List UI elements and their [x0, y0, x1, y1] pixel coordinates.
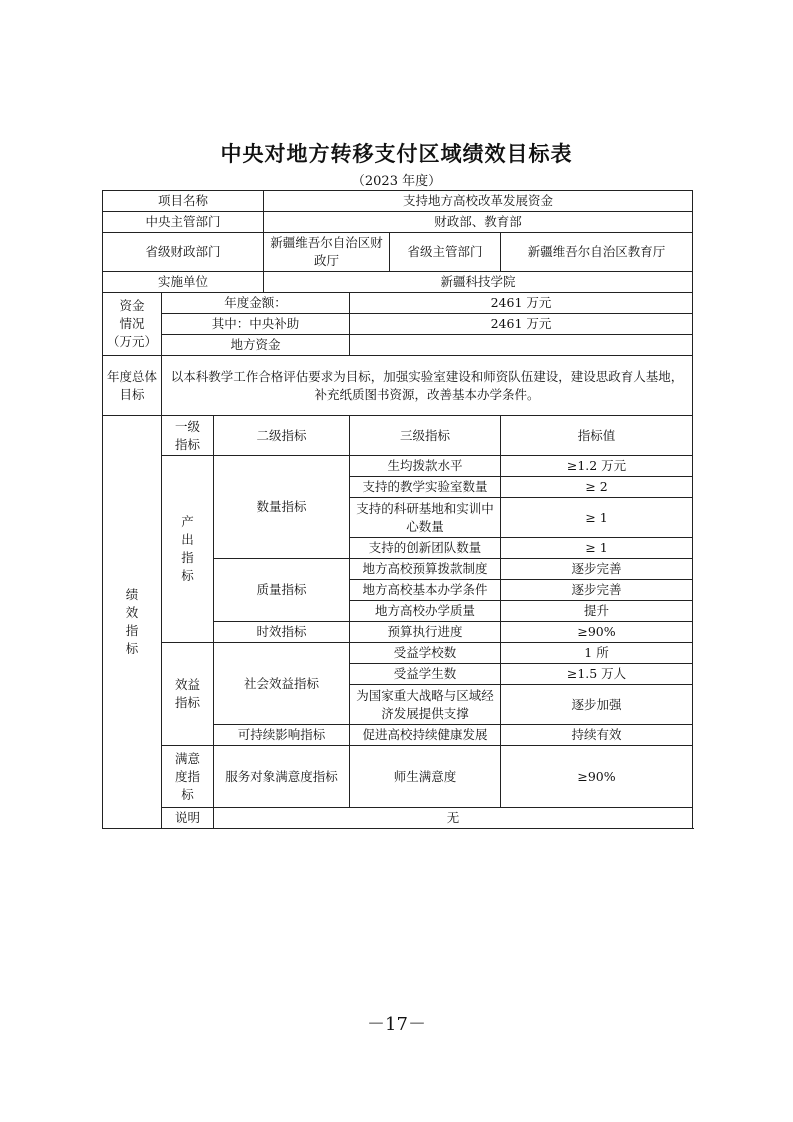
- performance-indicators-label: 绩效指标: [103, 416, 162, 829]
- indicator-value: ≥90%: [501, 746, 693, 808]
- note-label: 说明: [162, 808, 214, 829]
- header-level2: 二级指标: [214, 416, 350, 456]
- prov-dept-label: 省级主管部门: [390, 233, 501, 272]
- indicator-value: ≥1.5 万人: [501, 664, 693, 685]
- indicator-name: 地方高校基本办学条件: [350, 580, 501, 601]
- row-local-funds: [103, 335, 693, 356]
- indicator-name: 生均拨款水平: [350, 456, 501, 477]
- indicator-name: 受益学校数: [350, 643, 501, 664]
- table-row: [103, 746, 693, 808]
- indicator-name: 支持的教学实验室数量: [350, 477, 501, 498]
- quality-indicator-label: 质量指标: [214, 559, 350, 622]
- prov-dept-value: 新疆维吾尔自治区教育厅: [501, 233, 693, 272]
- output-indicator-label: 产出指标: [162, 456, 214, 643]
- annual-amount-label: 年度金额：: [162, 293, 350, 314]
- indicator-value: ≥1.2 万元: [501, 456, 693, 477]
- indicator-name: 地方高校预算拨款制度: [350, 559, 501, 580]
- row-central-dept: [103, 212, 693, 233]
- row-note: [103, 808, 693, 829]
- prov-fin-label: 省级财政部门: [103, 233, 264, 272]
- document-year: （2023 年度）: [351, 174, 442, 189]
- service-satisfaction-label: 服务对象满意度指标: [214, 746, 350, 808]
- table-row: [103, 643, 693, 664]
- social-benefit-label: 社会效益指标: [214, 643, 350, 725]
- indicator-value: 逐步加强: [501, 685, 693, 725]
- central-dept-label: 中央主管部门: [103, 212, 264, 233]
- project-value: 支持地方高校改革发展资金: [264, 191, 693, 212]
- page-number: －17－: [367, 1014, 426, 1035]
- indicator-name: 预算执行进度: [350, 622, 501, 643]
- central-subsidy-value: 2461 万元: [350, 314, 693, 335]
- indicator-value: 持续有效: [501, 725, 693, 746]
- funds-label-line1: 资金: [119, 298, 145, 313]
- local-funds-value: [350, 335, 693, 356]
- header-value: 指标值: [501, 416, 693, 456]
- indicator-value: 逐步完善: [501, 580, 693, 601]
- central-subsidy-label: 其中：中央补助: [162, 314, 350, 335]
- indicator-value: ≥ 1: [501, 498, 693, 538]
- impl-value: 新疆科技学院: [264, 272, 693, 293]
- indicator-name: 支持的创新团队数量: [350, 538, 501, 559]
- row-provincial: [103, 233, 693, 272]
- satisfaction-indicator-label: 满意度指标: [162, 746, 214, 808]
- indicator-value: 提升: [501, 601, 693, 622]
- funds-label-line2: 情况: [119, 316, 145, 331]
- indicator-value: ≥ 1: [501, 538, 693, 559]
- impl-label: 实施单位: [103, 272, 264, 293]
- quantity-indicator-label: 数量指标: [214, 456, 350, 559]
- header-level3: 三级指标: [350, 416, 501, 456]
- prov-fin-value: 新疆维吾尔自治区财政厅: [264, 233, 390, 272]
- indicator-value: 逐步完善: [501, 559, 693, 580]
- project-label: 项目名称: [103, 191, 264, 212]
- goal-text: 以本科教学工作合格评估要求为目标，加强实验室建设和师资队伍建设，建设思政育人基地，补充纸质图书资源，改善基本办学条件。: [162, 356, 693, 416]
- header-level1: 一级指标: [162, 416, 214, 456]
- document-title: 中央对地方转移支付区域绩效目标表: [220, 141, 573, 166]
- indicator-header-row: [103, 416, 693, 456]
- indicator-name: 师生满意度: [350, 746, 501, 808]
- sustainability-indicator-label: 可持续影响指标: [214, 725, 350, 746]
- indicator-name: 受益学生数: [350, 664, 501, 685]
- note-value: 无: [214, 808, 693, 829]
- row-annual-goal: [103, 356, 693, 416]
- indicator-name: 支持的科研基地和实训中心数量: [350, 498, 501, 538]
- row-annual-amount: [103, 293, 693, 314]
- indicator-value: 1 所: [501, 643, 693, 664]
- indicator-name: 为国家重大战略与区域经济发展提供支撑: [350, 685, 501, 725]
- table-row: [103, 456, 693, 477]
- row-project: [103, 191, 693, 212]
- row-implementer: [103, 272, 693, 293]
- indicator-name: 促进高校持续健康发展: [350, 725, 501, 746]
- annual-amount-value: 2461 万元: [350, 293, 693, 314]
- indicator-value: ≥90%: [501, 622, 693, 643]
- funds-label-line3: （万元）: [107, 334, 158, 349]
- funds-label: [103, 293, 162, 356]
- indicator-value: ≥ 2: [501, 477, 693, 498]
- local-funds-label: 地方资金: [162, 335, 350, 356]
- central-dept-value: 财政部、教育部: [264, 212, 693, 233]
- row-central-subsidy: [103, 314, 693, 335]
- goal-label: 年度总体目标: [103, 356, 162, 416]
- indicator-name: 地方高校办学质量: [350, 601, 501, 622]
- performance-table: [102, 190, 693, 829]
- benefit-indicator-label: 效益指标: [162, 643, 214, 746]
- timeliness-indicator-label: 时效指标: [214, 622, 350, 643]
